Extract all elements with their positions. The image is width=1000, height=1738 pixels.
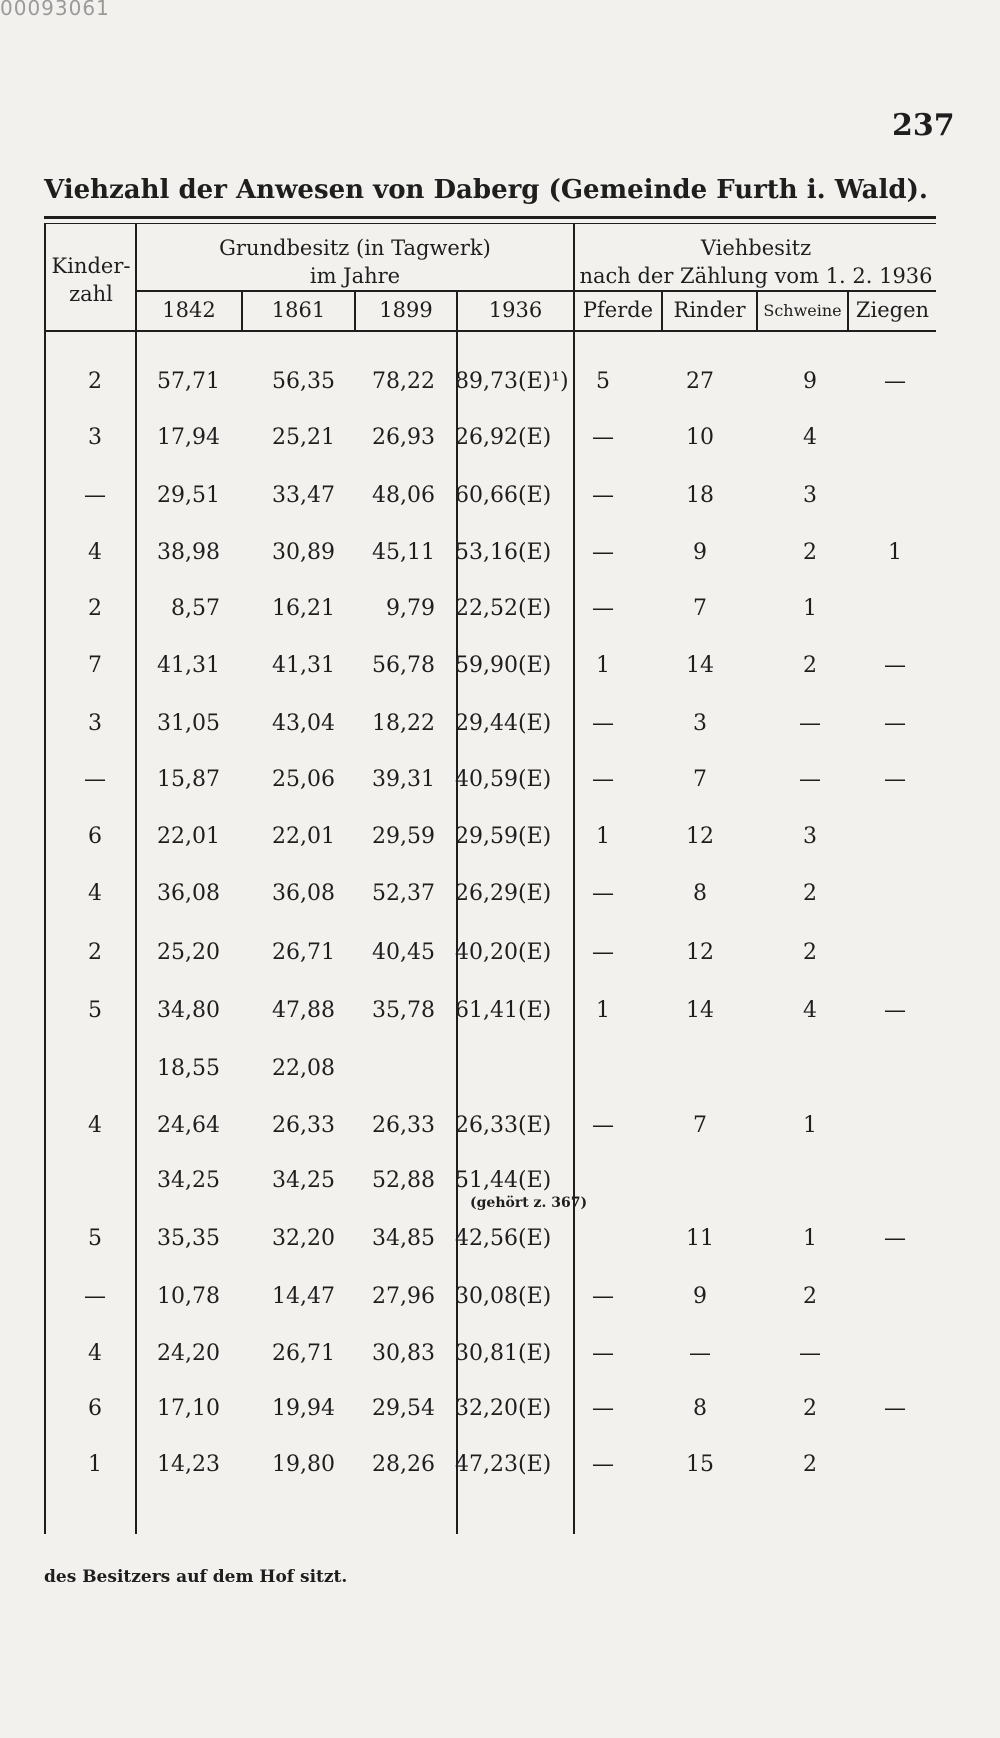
cell-1842: 15,87	[157, 767, 220, 792]
cell-ziegen: —	[884, 653, 906, 678]
cell-schweine: 2	[803, 540, 817, 565]
col-header-1899: 1899	[379, 298, 433, 322]
cell-1842: 41,31	[157, 653, 220, 678]
cell-1936: 30,81(E)	[455, 1341, 552, 1366]
cell-schweine: 2	[803, 1284, 817, 1309]
cell-rinder: 7	[693, 767, 707, 792]
cell-1936: 59,90(E)	[455, 653, 552, 678]
cell-1842: 31,05	[157, 711, 220, 736]
cell-1899: 18,22	[372, 711, 435, 736]
cell-1842: 8,57	[171, 596, 220, 621]
cell-1899: 29,59	[372, 824, 435, 849]
cell-rinder: 8	[693, 881, 707, 906]
cell-1936: 89,73(E)¹)	[455, 369, 569, 394]
header-kinderzahl-line2: zahl	[69, 282, 113, 306]
cell-schweine: 1	[803, 596, 817, 621]
cell-1861: 47,88	[272, 998, 335, 1023]
cell-1842: 34,80	[157, 998, 220, 1023]
cell-1899: 52,37	[372, 881, 435, 906]
cell-1842: 57,71	[157, 369, 220, 394]
cell-kinderzahl: 6	[88, 824, 102, 849]
cell-pferde: —	[592, 881, 614, 906]
cell-pferde: —	[592, 1452, 614, 1477]
cell-pferde: —	[592, 1113, 614, 1138]
cell-pferde: 1	[596, 653, 610, 678]
cell-1842: 14,23	[157, 1452, 220, 1477]
cell-rinder: 9	[693, 1284, 707, 1309]
cell-kinderzahl: 3	[88, 425, 102, 450]
cell-1899: 56,78	[372, 653, 435, 678]
cell-rinder: 8	[693, 1396, 707, 1421]
col-header-1936: 1936	[488, 298, 543, 322]
table-row	[0, 653, 1000, 693]
cell-1861: 19,94	[272, 1396, 335, 1421]
cell-ziegen: —	[884, 369, 906, 394]
cell-1861: 19,80	[272, 1452, 335, 1477]
col-header-schweine: Schweine	[763, 301, 842, 320]
cell-1936: 26,29(E)	[455, 881, 552, 906]
cell-1899: 40,45	[372, 940, 435, 965]
cell-1899: 34,85	[372, 1226, 435, 1251]
cell-schweine: 2	[803, 653, 817, 678]
cell-1899: 30,83	[372, 1341, 435, 1366]
cell-1861: 14,47	[272, 1284, 335, 1309]
header-viehbesitz-line2: nach der Zählung vom 1. 2. 1936	[579, 264, 933, 288]
cell-1899: 26,33	[372, 1113, 435, 1138]
table-row	[0, 596, 1000, 636]
cell-1936: 32,20(E)	[455, 1396, 552, 1421]
cell-kinderzahl: —	[84, 1284, 106, 1309]
cell-1936: 26,33(E)	[455, 1113, 552, 1138]
cell-kinderzahl: 4	[88, 881, 102, 906]
cell-pferde: —	[592, 1396, 614, 1421]
col-header-rinder: Rinder	[673, 298, 746, 322]
col-header-1861: 1861	[271, 298, 326, 322]
cell-rinder: 10	[686, 425, 714, 450]
cell-rinder: 7	[693, 1113, 707, 1138]
cell-pferde: —	[592, 767, 614, 792]
cell-1861: 25,06	[272, 767, 335, 792]
cell-1899: 39,31	[372, 767, 435, 792]
cell-ziegen: —	[884, 1226, 906, 1251]
cell-schweine: 3	[803, 824, 817, 849]
cell-1936: 47,23(E)	[455, 1452, 552, 1477]
cell-1842: 17,94	[157, 425, 220, 450]
table-row	[0, 483, 1000, 523]
cell-schweine: 9	[803, 369, 817, 394]
col-header-1842: 1842	[162, 298, 216, 322]
cell-1861: 36,08	[272, 881, 335, 906]
header-viehbesitz	[576, 234, 936, 290]
cell-1861: 25,21	[272, 425, 335, 450]
cell-schweine: —	[799, 1341, 821, 1366]
cell-1842: 10,78	[157, 1284, 220, 1309]
cell-1842: 35,35	[157, 1226, 220, 1251]
cell-1899: 29,54	[372, 1396, 435, 1421]
cell-rinder: 27	[686, 369, 714, 394]
table-row	[0, 540, 1000, 580]
table-row	[0, 711, 1000, 751]
cell-1861: 16,21	[272, 596, 335, 621]
table-row	[0, 425, 1000, 465]
header-kinderzahl-line1: Kinder-	[51, 254, 131, 278]
cell-kinderzahl: 1	[88, 1452, 102, 1477]
cell-pferde: —	[592, 596, 614, 621]
cell-1936: 26,92(E)	[455, 425, 552, 450]
cell-1861: 26,71	[272, 940, 335, 965]
cell-kinderzahl: 5	[88, 1226, 102, 1251]
table-row	[0, 1226, 1000, 1266]
cell-rinder: 7	[693, 596, 707, 621]
cell-1861: 26,33	[272, 1113, 335, 1138]
cell-1936: 40,20(E)	[455, 940, 552, 965]
col-header-ziegen: Ziegen	[855, 298, 930, 322]
cell-1861: 41,31	[272, 653, 335, 678]
cell-rinder: 12	[686, 824, 714, 849]
cell-schweine: 2	[803, 940, 817, 965]
cell-rinder: 11	[686, 1226, 714, 1251]
cell-1899: 45,11	[372, 540, 435, 565]
cell-schweine: 2	[803, 881, 817, 906]
header-kinderzahl	[50, 252, 132, 308]
cell-1861: 34,25	[272, 1168, 335, 1193]
cell-1861: 32,20	[272, 1226, 335, 1251]
top-rule-thick	[44, 216, 936, 219]
cell-1842: 25,20	[157, 940, 220, 965]
cell-1842: 22,01	[157, 824, 220, 849]
divider-kinder	[135, 224, 137, 1534]
cell-1899: 26,93	[372, 425, 435, 450]
top-rule-thin	[44, 223, 936, 224]
table-row	[0, 998, 1000, 1038]
cell-1936: 51,44(E)	[455, 1168, 552, 1193]
cell-rinder: 9	[693, 540, 707, 565]
cell-rinder: —	[689, 1341, 711, 1366]
footnote: des Besitzers auf dem Hof sitzt.	[44, 1567, 348, 1587]
cell-pferde: 1	[596, 824, 610, 849]
table-row	[0, 1056, 1000, 1096]
cell-ziegen: —	[884, 711, 906, 736]
cell-rinder: 14	[686, 998, 714, 1023]
cell-ziegen: —	[884, 998, 906, 1023]
cell-1842: 38,98	[157, 540, 220, 565]
cell-pferde: 1	[596, 998, 610, 1023]
col-header-pferde: Pferde	[582, 298, 654, 322]
cell-1899: 9,79	[386, 596, 435, 621]
cell-kinderzahl: 4	[88, 1113, 102, 1138]
cell-1936: 53,16(E)	[455, 540, 552, 565]
cell-1861: 26,71	[272, 1341, 335, 1366]
cell-1842: 17,10	[157, 1396, 220, 1421]
cell-pferde: —	[592, 940, 614, 965]
cell-rinder: 12	[686, 940, 714, 965]
cell-pferde: —	[592, 540, 614, 565]
cell-1936: 29,59(E)	[455, 824, 552, 849]
cell-1936: 29,44(E)	[455, 711, 552, 736]
cell-1842: 18,55	[157, 1056, 220, 1081]
cell-1861: 43,04	[272, 711, 335, 736]
cell-pferde: —	[592, 1341, 614, 1366]
cell-kinderzahl: 4	[88, 540, 102, 565]
cell-kinderzahl: 6	[88, 1396, 102, 1421]
cell-rinder: 15	[686, 1452, 714, 1477]
header-bottom-rule	[44, 330, 936, 332]
cell-kinderzahl: 4	[88, 1341, 102, 1366]
corner-id: 00093061	[0, 0, 110, 20]
cell-kinderzahl: —	[84, 483, 106, 508]
cell-schweine: 2	[803, 1396, 817, 1421]
cell-kinderzahl: 2	[88, 369, 102, 394]
cell-pferde: 5	[596, 369, 610, 394]
cell-1861: 33,47	[272, 483, 335, 508]
subnote-gehoert: (gehört z. 367)	[470, 1195, 588, 1211]
cell-1936: 22,52(E)	[455, 596, 552, 621]
header-grundbesitz	[140, 234, 570, 290]
cell-1936: 42,56(E)	[455, 1226, 552, 1251]
cell-1899: 27,96	[372, 1284, 435, 1309]
cell-kinderzahl: 3	[88, 711, 102, 736]
cell-schweine: 1	[803, 1226, 817, 1251]
left-border	[44, 224, 46, 1534]
header-year-rule	[135, 290, 936, 292]
cell-schweine: 4	[803, 425, 817, 450]
header-grundbesitz-line1: Grundbesitz (in Tagwerk)	[219, 236, 491, 260]
cell-1899: 78,22	[372, 369, 435, 394]
table-row	[0, 881, 1000, 921]
cell-1842: 29,51	[157, 483, 220, 508]
cell-ziegen: —	[884, 767, 906, 792]
table-row	[0, 1452, 1000, 1492]
cell-1936: 60,66(E)	[455, 483, 552, 508]
table-row	[0, 1341, 1000, 1381]
cell-kinderzahl: 2	[88, 940, 102, 965]
cell-schweine: 4	[803, 998, 817, 1023]
cell-rinder: 18	[686, 483, 714, 508]
divider-1936	[573, 224, 575, 1534]
cell-1899: 35,78	[372, 998, 435, 1023]
cell-1842: 34,25	[157, 1168, 220, 1193]
cell-1899: 52,88	[372, 1168, 435, 1193]
table-row	[0, 369, 1000, 409]
cell-1861: 30,89	[272, 540, 335, 565]
cell-ziegen: —	[884, 1396, 906, 1421]
table-row	[0, 1284, 1000, 1324]
table-row	[0, 1396, 1000, 1436]
cell-1899: 48,06	[372, 483, 435, 508]
cell-1861: 22,08	[272, 1056, 335, 1081]
cell-rinder: 3	[693, 711, 707, 736]
cell-1861: 56,35	[272, 369, 335, 394]
cell-schweine: 3	[803, 483, 817, 508]
cell-pferde: —	[592, 483, 614, 508]
cell-kinderzahl: —	[84, 767, 106, 792]
page-number: 237	[892, 108, 955, 143]
header-viehbesitz-line1: Viehbesitz	[700, 236, 812, 260]
cell-schweine: —	[799, 767, 821, 792]
cell-1842: 24,64	[157, 1113, 220, 1138]
table-row	[0, 767, 1000, 807]
cell-1936: 30,08(E)	[455, 1284, 552, 1309]
cell-kinderzahl: 5	[88, 998, 102, 1023]
cell-pferde: —	[592, 425, 614, 450]
cell-schweine: —	[799, 711, 821, 736]
cell-1842: 24,20	[157, 1341, 220, 1366]
cell-1861: 22,01	[272, 824, 335, 849]
cell-1936: 61,41(E)	[455, 998, 552, 1023]
cell-schweine: 2	[803, 1452, 817, 1477]
cell-pferde: —	[592, 711, 614, 736]
cell-ziegen: 1	[888, 540, 902, 565]
cell-rinder: 14	[686, 653, 714, 678]
cell-schweine: 1	[803, 1113, 817, 1138]
cell-1936: 40,59(E)	[455, 767, 552, 792]
page-title: Viehzahl der Anwesen von Daberg (Gemeinde Furth i. Wald).	[44, 175, 928, 205]
cell-kinderzahl: 7	[88, 653, 102, 678]
table-row	[0, 824, 1000, 864]
cell-pferde: —	[592, 1284, 614, 1309]
cell-kinderzahl: 2	[88, 596, 102, 621]
table-row	[0, 1113, 1000, 1153]
header-grundbesitz-line2: im Jahre	[309, 264, 401, 288]
cell-1899: 28,26	[372, 1452, 435, 1477]
cell-1842: 36,08	[157, 881, 220, 906]
table-row	[0, 940, 1000, 980]
